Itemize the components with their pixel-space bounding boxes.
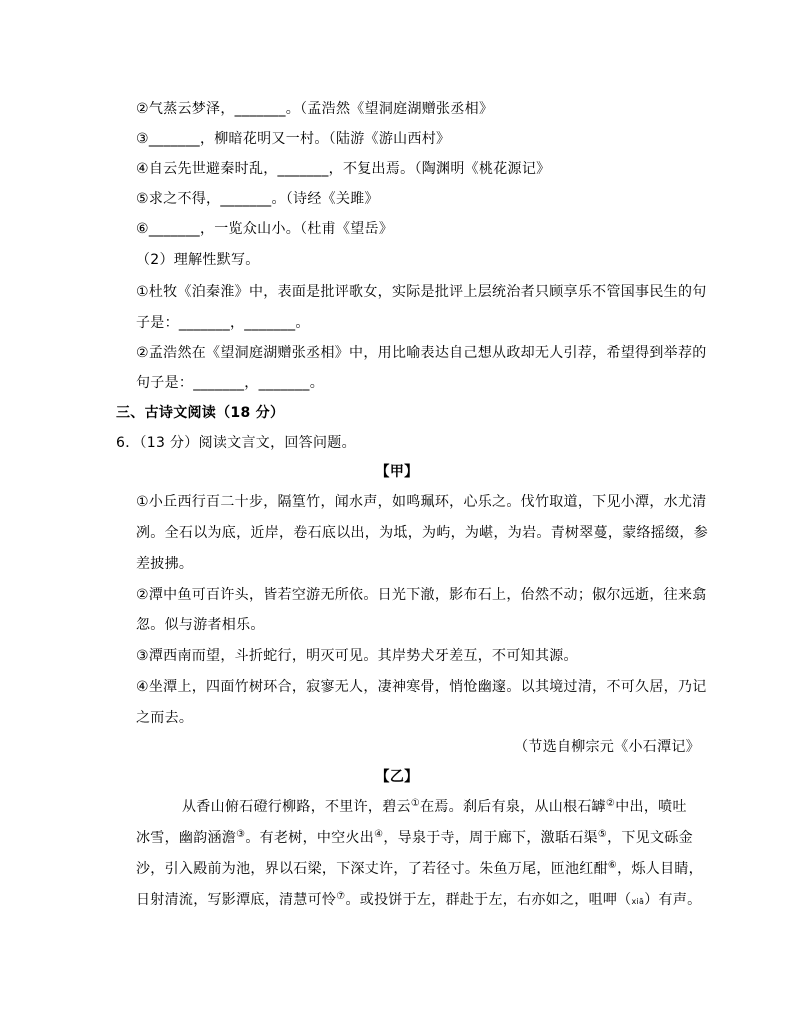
passage-a-line: 冽。全石以为底，近岸，卷石底以出，为坻，为屿，为嵁，为岩。青树翠蔓，蒙络摇缀，参: [136, 525, 708, 541]
fill-blank-line: ③_______，柳暗花明又一村。（陆游《游山西村》: [136, 131, 451, 147]
footnote-marker: ②: [605, 798, 616, 809]
footnote-marker: ⑤: [597, 829, 608, 840]
passage-a-line: 之而去。: [136, 710, 194, 726]
passage-a-line: ④坐潭上，四面竹树环合，寂寥无人，凄神寒骨，悄怆幽邃。以其境过清，不可久居，乃记: [136, 679, 707, 695]
subquestion-label: （2）理解性默写。: [136, 252, 260, 268]
fill-blank-line: ④自云先世避秦时乱，_______，不复出焉。（陶渊明《桃花源记》: [136, 161, 551, 177]
pinyin-annotation: xiā: [631, 897, 645, 906]
fill-blank-line: ⑥_______，一览众山小。（杜甫《望岳》: [136, 221, 394, 237]
section-heading: 三、古诗文阅读（18 分）: [116, 405, 285, 421]
passage-a-line: 忽。似与游者相乐。: [136, 617, 265, 633]
passage-a-line: 差披拂。: [136, 556, 194, 572]
footnote-marker: ④: [374, 829, 384, 840]
footnote-marker: ③: [236, 829, 246, 840]
question-line: ①杜牧《泊秦淮》中，表面是批评歌女，实际是批评上层统治者只顾享乐不管国事民生的句: [136, 284, 707, 300]
passage-a-line: ①小丘西行百二十步，隔篁竹，闻水声，如鸣珮环，心乐之。伐竹取道，下见小潭，水尤清: [136, 494, 707, 510]
passage-b-line: 冰雪，幽韵涵澹③。有老树，中空火出④，导泉于寺，周于廊下，激聒石渠⑤，下见文砾金: [136, 829, 693, 846]
passage-a-line: ②潭中鱼可百许头，皆若空游无所依。日光下澈，影布石上，佁然不动；俶尔远逝，往来翕: [136, 587, 707, 603]
footnote-marker: ①: [410, 798, 421, 809]
question-line: 句子是：_______，_______。: [136, 375, 324, 391]
passage-b-line: 日射清流，写影潭底，清慧可怜⑦。或投饼于左，群赴于左，右亦如之，咀呷（xiā）有声。: [136, 891, 702, 908]
question-6: 6．（13 分）阅读文言文，回答问题。: [116, 435, 356, 451]
fill-blank-line: ⑤求之不得，_______。（诗经《关雎》: [136, 191, 379, 207]
question-line: 子是：_______，_______。: [136, 315, 310, 331]
passage-b-line: 从香山俯石磴行柳路，不里许，碧云①在焉。刹后有泉，从山根石罅②中出，喷吐: [182, 798, 687, 815]
passage-a-source: （节选自柳宗元《小石潭记》: [514, 739, 700, 755]
footnote-marker: ⑦: [336, 891, 346, 902]
footnote-marker: ⑥: [607, 860, 618, 871]
question-line: ②孟浩然在《望洞庭湖赠张丞相》中，用比喻表达自己想从政却无人引荐，希望得到举荐的: [136, 345, 707, 361]
fill-blank-line: ②气蒸云梦泽，_______。（孟浩然《望洞庭湖赠张丞相》: [136, 101, 494, 117]
passage-b-line: 沙，引入殿前为池，界以石梁，下深丈许，了若径寸。朱鱼万尾，匝池红酣⑥，烁人目睛，: [136, 860, 703, 877]
passage-a-line: ③潭西南而望，斗折蛇行，明灭可见。其岸势犬牙差互，不可知其源。: [136, 648, 578, 664]
passage-b-title: 【乙】: [375, 769, 419, 785]
passage-a-title: 【甲】: [375, 464, 419, 480]
